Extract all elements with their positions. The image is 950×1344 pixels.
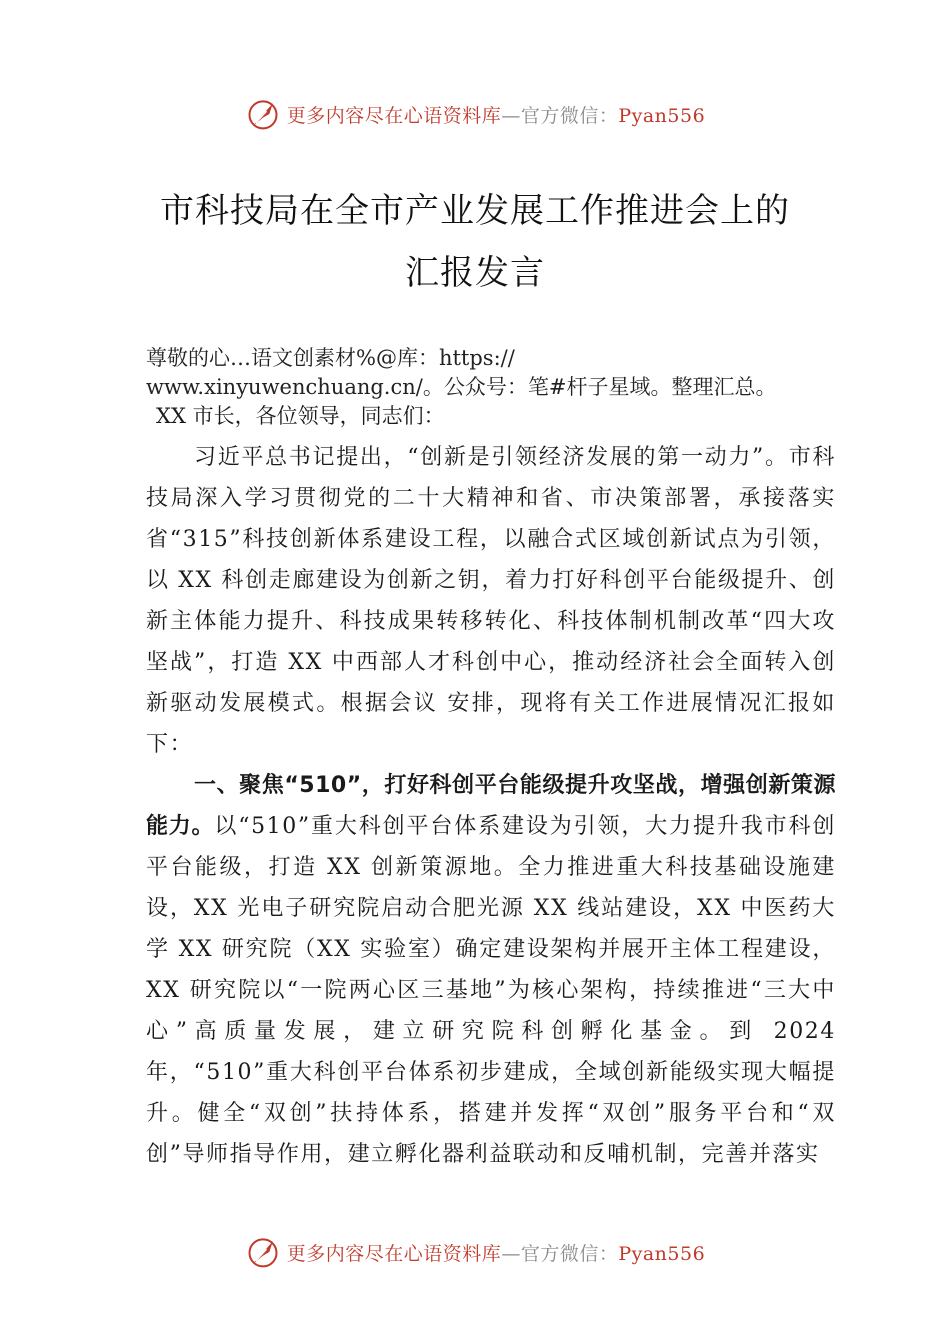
source-line-2: www.xinyuwenchuang.cn/。公众号：笔#杆子星域。整理汇总。 bbox=[146, 375, 777, 399]
intro-paragraph: 习近平总书记提出，“创新是引领经济发展的第一动力”。市科技局深入学习贯彻党的二十大精神和省、市决策部署，承接落实省“315”科技创新体系建设工程，以融合式区域创新试点为引领，以 XX 科创走廊建设为创新之钥，着力打好科创平台能级提升、创新主体能力提升、科技成果转移转化、科技体制机制改革“四大攻坚战”，打造 XX 中西部人才科创中心，推动经济社会全面转入创新驱动发展模式。根据会议 安排，现将有关工作进展情况汇报如下： bbox=[146, 445, 836, 757]
title-line-1: 市科技局在全市产业发展工作推进会上的 bbox=[160, 191, 790, 231]
banner-wechat-id: Pyan556 bbox=[618, 1242, 706, 1265]
banner-wechat-id: Pyan556 bbox=[618, 104, 706, 127]
feather-pen-seal-icon bbox=[245, 96, 281, 132]
banner-wechat-label: 官方微信： bbox=[520, 1242, 619, 1265]
header-watermark-banner bbox=[0, 94, 950, 134]
section-1-paragraph bbox=[146, 765, 836, 1175]
banner-dash: — bbox=[501, 1242, 521, 1265]
document-body bbox=[146, 344, 836, 1175]
title-line-2: 汇报发言 bbox=[405, 253, 545, 293]
banner-site-text: 更多内容尽在心语资料库 bbox=[286, 1242, 502, 1265]
footer-watermark-banner bbox=[0, 1232, 950, 1272]
greeting: XX 市长，各位领导，同志们： bbox=[156, 404, 445, 428]
document-title bbox=[0, 180, 950, 304]
banner-wechat-label: 官方微信： bbox=[520, 104, 619, 127]
section-1-heading: 一、聚焦“510”，打好科创平台能级提升攻坚战，增强创新策源能力。 bbox=[146, 773, 836, 839]
banner-text bbox=[287, 101, 705, 128]
banner-text bbox=[287, 1239, 705, 1266]
banner-dash: — bbox=[501, 104, 521, 127]
source-line-1: 尊敬的心…语文创素材%@库：https:// bbox=[146, 346, 515, 370]
feather-pen-seal-icon bbox=[245, 1234, 281, 1270]
section-1-body: 以“510”重大科创平台体系建设为引领，大力提升我市科创平台能级，打造 XX 创新策源地。全力推进重大科技基础设施建设，XX 光电子研究院启动合肥光源 XX 线站建设，XX 中医药大学 XX 研究院（XX 实验室）确定建设架构并展开主体工程建设，XX 研究院以“一院两心区三基地”为核心架构，持续推进“三大中心”高质量发展，建立研究院科创孵化基金。到 2024 年，“510”重大科创平台体系初步建成，全域创新能级实现大幅提升。健全“双创”扶持体系，搭建并发挥“双创”服务平台和“双创”导师指导作用，建立孵化器利益联动和反哺机制，完善并落实 bbox=[146, 814, 836, 1167]
banner-site-text: 更多内容尽在心语资料库 bbox=[286, 104, 502, 127]
